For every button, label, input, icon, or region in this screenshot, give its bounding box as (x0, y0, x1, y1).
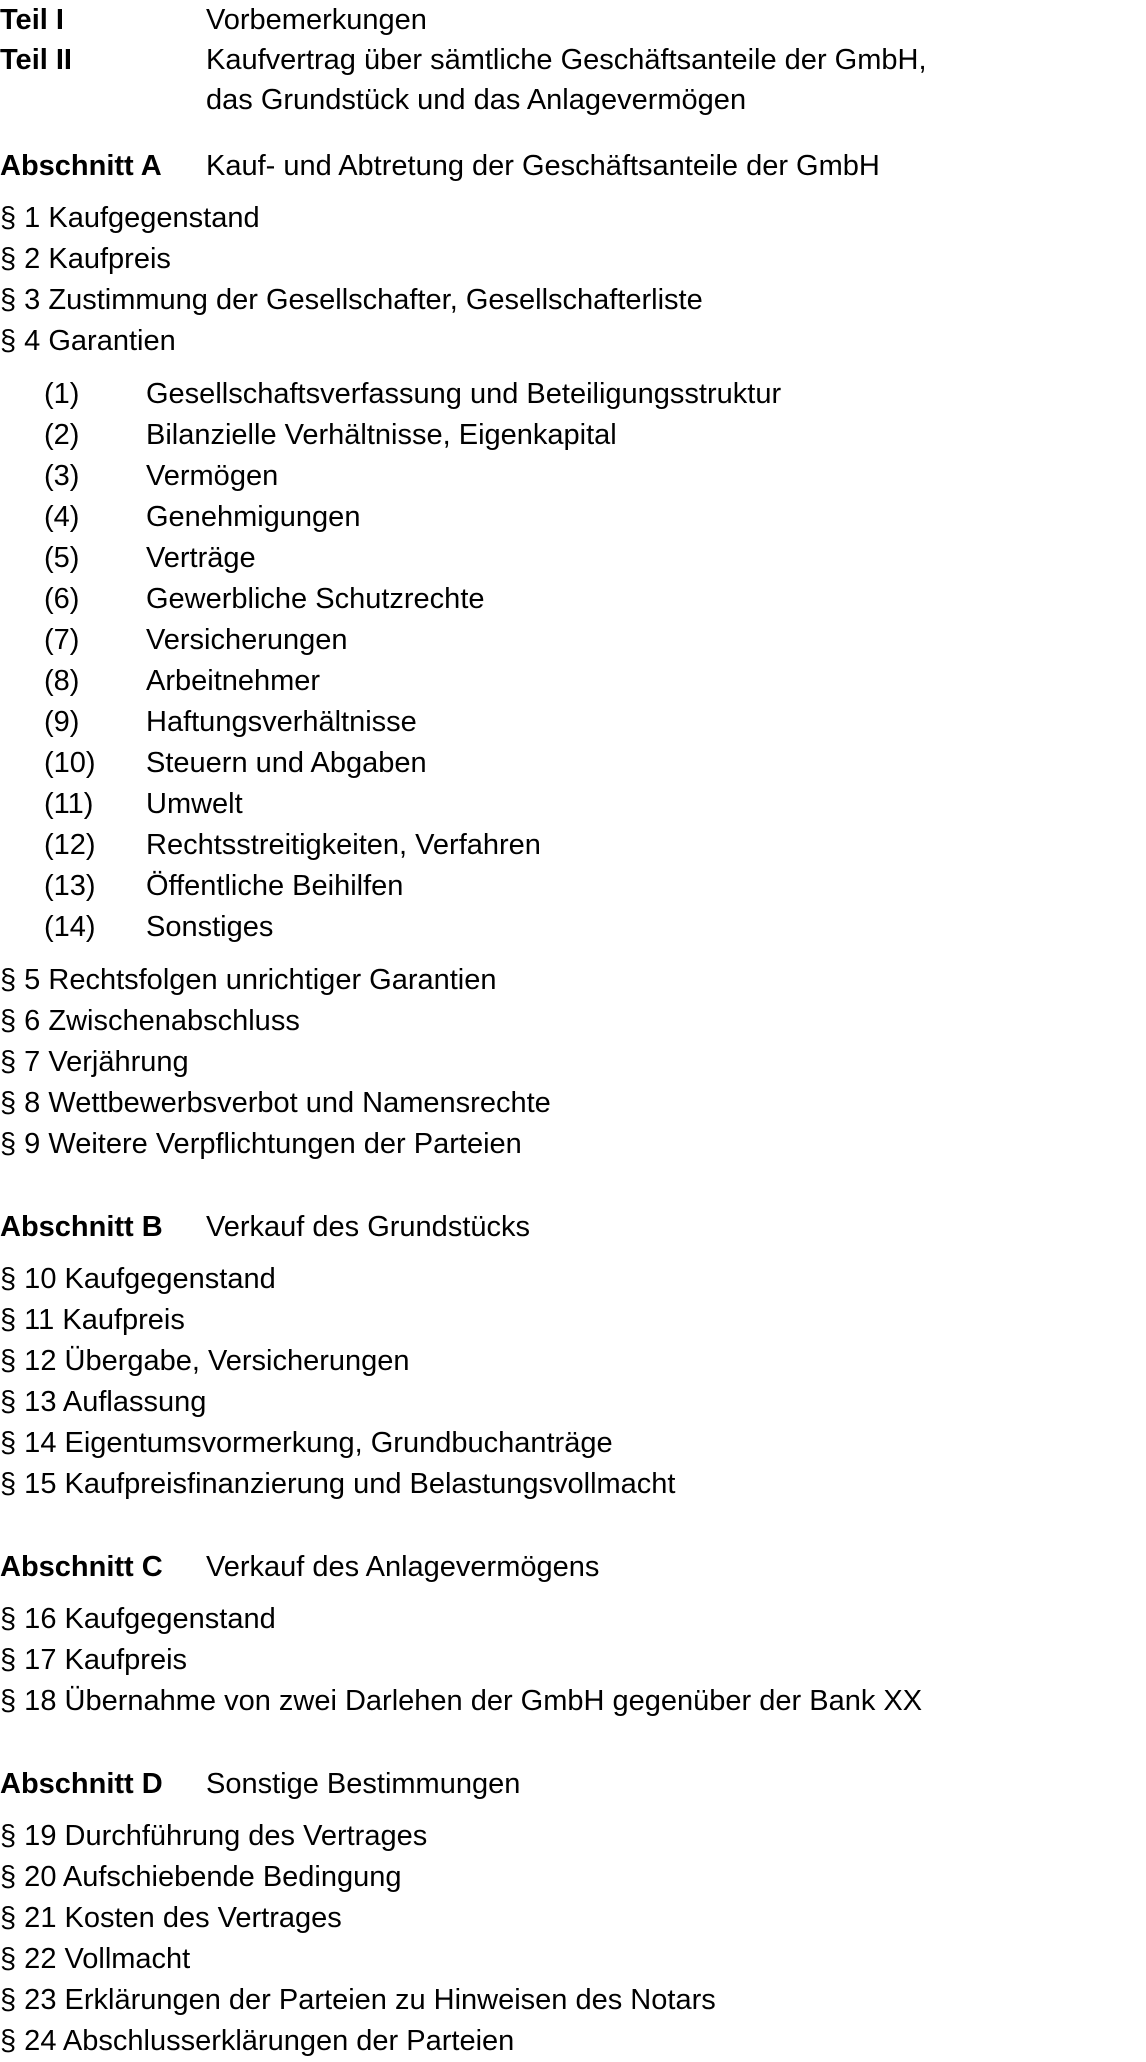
garantie-number: (10) (44, 747, 96, 779)
abschnitt-title: Verkauf des Grundstücks (206, 1211, 530, 1243)
garantie-number: (14) (44, 911, 96, 943)
teil-label: Teil I (0, 4, 64, 36)
paragraph-item: § 16 Kaufgegenstand (0, 1603, 276, 1635)
garantie-label: Vermögen (146, 460, 279, 492)
abschnitt-a-paragraphs-after (0, 960, 1146, 1165)
garantie-item (0, 497, 1146, 538)
garantie-number: (12) (44, 829, 96, 861)
paragraph-item: § 17 Kaufpreis (0, 1644, 188, 1676)
garantie-number: (4) (44, 501, 80, 533)
paragraph-item: § 3 Zustimmung der Gesellschafter, Gesellschafterliste (0, 284, 703, 316)
teil-i-row (0, 0, 1146, 40)
garantie-label: Sonstiges (146, 911, 274, 943)
garantie-item (0, 866, 1146, 907)
garantie-item (0, 538, 1146, 579)
teil-title-line: das Grundstück und das Anlagevermögen (206, 84, 747, 116)
abschnitt-a-heading (0, 146, 1146, 186)
paragraph-item: § 2 Kaufpreis (0, 243, 171, 275)
abschnitt-title: Verkauf des Anlagevermögens (206, 1551, 600, 1583)
teil-title-line: Kaufvertrag über sämtliche Geschäftsanteile der GmbH, (206, 44, 927, 76)
abschnitt-label: Abschnitt C (0, 1551, 163, 1583)
abschnitt-b-paragraphs (0, 1259, 1146, 1505)
garantie-number: (11) (44, 788, 94, 820)
abschnitt-c-heading (0, 1547, 1146, 1587)
paragraph-item: § 19 Durchführung des Vertrages (0, 1820, 428, 1852)
garantie-item (0, 743, 1146, 784)
garantie-number: (9) (44, 706, 80, 738)
paragraph-item: § 10 Kaufgegenstand (0, 1263, 276, 1295)
garantie-number: (3) (44, 460, 80, 492)
abschnitt-d-heading (0, 1764, 1146, 1804)
garantie-label: Gesellschaftsverfassung und Beteiligungsstruktur (146, 378, 782, 410)
garantie-number: (8) (44, 665, 80, 697)
garantie-label: Genehmigungen (146, 501, 361, 533)
paragraph-item: § 8 Wettbewerbsverbot und Namensrechte (0, 1087, 551, 1119)
garantie-item (0, 661, 1146, 702)
abschnitt-label: Abschnitt A (0, 150, 162, 182)
garantien-list (0, 374, 1146, 948)
garantie-item (0, 825, 1146, 866)
paragraph-item: § 24 Abschlusserklärungen der Parteien (0, 2025, 515, 2057)
abschnitt-c-paragraphs (0, 1599, 1146, 1722)
garantie-label: Verträge (146, 542, 256, 574)
garantie-item (0, 415, 1146, 456)
abschnitt-title: Sonstige Bestimmungen (206, 1768, 521, 1800)
garantie-number: (1) (44, 378, 80, 410)
garantie-number: (6) (44, 583, 80, 615)
paragraph-item: § 7 Verjährung (0, 1046, 189, 1078)
paragraph-item: § 14 Eigentumsvormerkung, Grundbuchanträge (0, 1427, 613, 1459)
garantie-label: Versicherungen (146, 624, 348, 656)
paragraph-item: § 4 Garantien (0, 325, 176, 357)
teil-label: Teil II (0, 44, 72, 76)
garantie-item (0, 620, 1146, 661)
abschnitt-label: Abschnitt B (0, 1211, 163, 1243)
garantie-item (0, 374, 1146, 415)
paragraph-item: § 20 Aufschiebende Bedingung (0, 1861, 402, 1893)
paragraph-item: § 12 Übergabe, Versicherungen (0, 1345, 410, 1377)
paragraph-item: § 5 Rechtsfolgen unrichtiger Garantien (0, 964, 497, 996)
garantie-item (0, 907, 1146, 948)
paragraph-item: § 22 Vollmacht (0, 1943, 191, 1975)
garantie-label: Arbeitnehmer (146, 665, 321, 697)
teil-title (206, 40, 1146, 120)
garantie-number: (13) (44, 870, 96, 902)
garantie-item (0, 579, 1146, 620)
garantie-label: Steuern und Abgaben (146, 747, 427, 779)
paragraph-item: § 15 Kaufpreisfinanzierung und Belastungsvollmacht (0, 1468, 676, 1500)
garantie-item (0, 702, 1146, 743)
garantie-item (0, 784, 1146, 825)
abschnitt-a-paragraphs-before (0, 198, 1146, 362)
garantie-label: Gewerbliche Schutzrechte (146, 583, 485, 615)
paragraph-item: § 1 Kaufgegenstand (0, 202, 260, 234)
paragraph-item: § 9 Weitere Verpflichtungen der Parteien (0, 1128, 522, 1160)
garantie-number: (2) (44, 419, 80, 451)
garantie-label: Öffentliche Beihilfen (146, 870, 404, 902)
garantie-item (0, 456, 1146, 497)
teil-title-line: Vorbemerkungen (206, 4, 427, 36)
abschnitt-b-heading (0, 1207, 1146, 1247)
paragraph-item: § 13 Auflassung (0, 1386, 207, 1418)
garantie-label: Haftungsverhältnisse (146, 706, 417, 738)
garantie-label: Rechtsstreitigkeiten, Verfahren (146, 829, 541, 861)
abschnitt-title: Kauf- und Abtretung der Geschäftsanteile der GmbH (206, 150, 880, 182)
paragraph-item: § 11 Kaufpreis (0, 1304, 185, 1336)
abschnitt-d-paragraphs (0, 1816, 1146, 2062)
teil-title (206, 0, 1146, 40)
garantie-number: (7) (44, 624, 80, 656)
garantie-number: (5) (44, 542, 80, 574)
garantie-label: Bilanzielle Verhältnisse, Eigenkapital (146, 419, 617, 451)
paragraph-item: § 18 Übernahme von zwei Darlehen der GmbH gegenüber der Bank XX (0, 1685, 923, 1717)
teil-ii-row (0, 40, 1146, 120)
garantie-label: Umwelt (146, 788, 243, 820)
paragraph-item: § 6 Zwischenabschluss (0, 1005, 300, 1037)
abschnitt-label: Abschnitt D (0, 1768, 163, 1800)
paragraph-item: § 23 Erklärungen der Parteien zu Hinweisen des Notars (0, 1984, 716, 2016)
paragraph-item: § 21 Kosten des Vertrages (0, 1902, 342, 1934)
